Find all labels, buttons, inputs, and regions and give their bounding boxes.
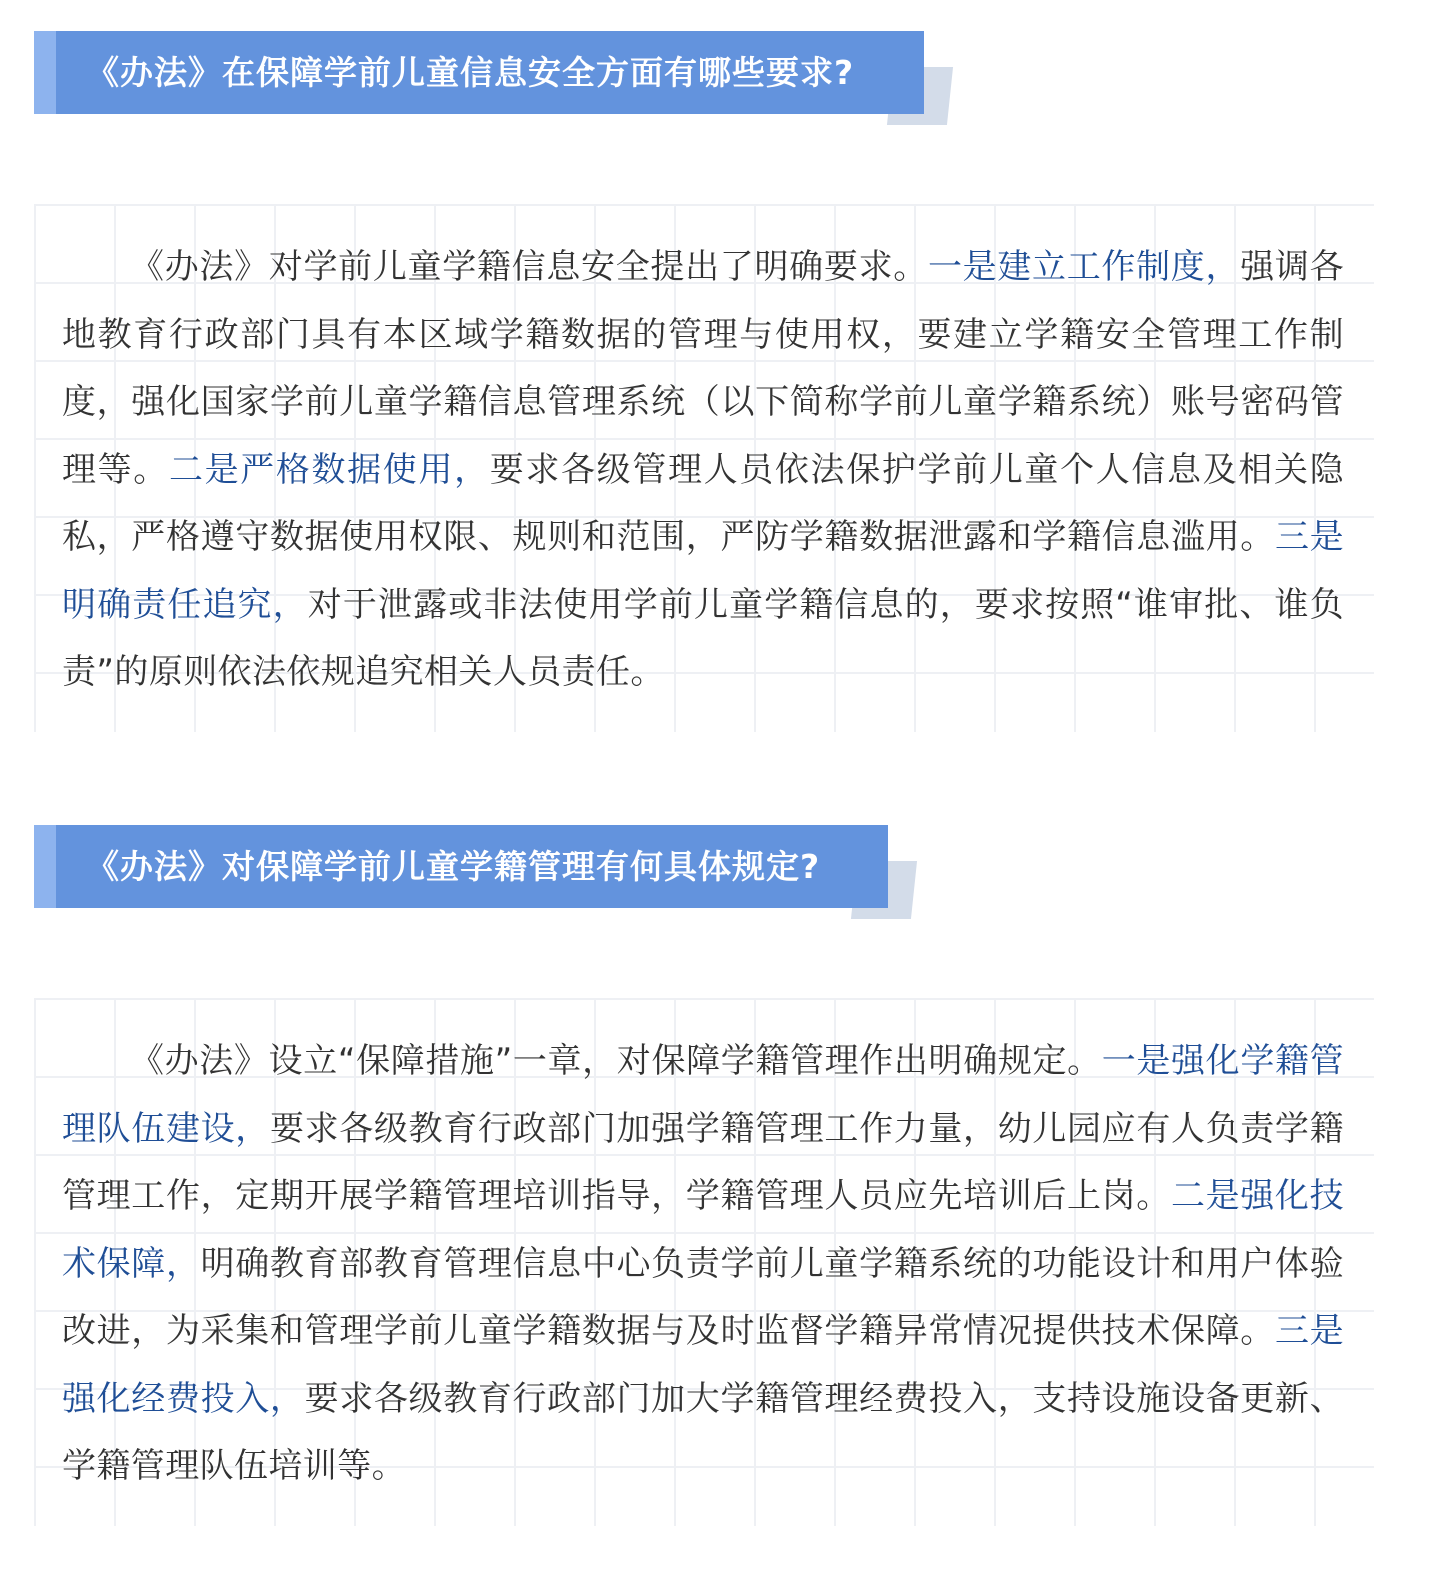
section-title: 《办法》对保障学前儿童学籍管理有何具体规定? [86, 847, 821, 886]
faq-section-registration-management [0, 800, 1432, 1584]
section-title-banner [34, 31, 924, 114]
paragraph-text: 明确教育部教育管理信息中心负责学前儿童学籍系统的功能设计和用户体验改进，为采集和管理学前儿童学籍数据与及时监督学籍异常情况提供技术保障。 [62, 1243, 1344, 1351]
paragraph-text: 要求各级管理人员依法保护学前儿童个人信息及相关隐私，严格遵守数据使用权限、规则和范围，严防学籍数据泄露和学籍信息滥用。 [62, 449, 1344, 557]
highlight-point-two: 二是强化技术保障， [62, 1176, 1344, 1284]
highlight-point-one: 一是建立工作制度， [927, 247, 1241, 287]
paragraph-text: 对于泄露或非法使用学前儿童学籍信息的，要求按照“谁审批、谁负责”的原则依法依规追究相关人员责任。 [62, 584, 1344, 692]
paragraph-text: 要求各级教育行政部门加大学籍管理经费投入，支持设施设备更新、学籍管理队伍培训等。 [62, 1378, 1344, 1486]
paragraph-text: 《办法》对学前儿童学籍信息安全提出了明确要求。 [130, 247, 928, 287]
faq-section-info-security [0, 0, 1432, 760]
highlight-point-three: 三是强化经费投入， [62, 1311, 1344, 1419]
paragraph-text: 强调各地教育行政部门具有本区域学籍数据的管理与使用权，要建立学籍安全管理工作制度，强化国家学前儿童学籍信息管理系统（以下简称学前儿童学籍系统）账号密码管理等。 [62, 247, 1344, 490]
highlight-point-one: 一是强化学籍管理队伍建设， [62, 1041, 1344, 1149]
section-title: 《办法》在保障学前儿童信息安全方面有哪些要求? [86, 53, 855, 92]
body-paragraph [62, 234, 1344, 707]
paragraph-text: 要求各级教育行政部门加强学籍管理工作力量，幼儿园应有人负责学籍管理工作，定期开展学籍管理培训指导，学籍管理人员应先培训后上岗。 [62, 1108, 1344, 1216]
paragraph-text: 《办法》设立“保障措施”一章，对保障学籍管理作出明确规定。 [130, 1041, 1102, 1081]
section-title-banner [34, 825, 888, 908]
banner-accent-stripe [34, 31, 56, 114]
highlight-point-two: 二是严格数据使用， [168, 449, 490, 490]
banner-accent-stripe [34, 825, 56, 908]
highlight-point-three: 三是明确责任追究， [62, 517, 1344, 625]
body-paragraph [62, 1028, 1344, 1501]
